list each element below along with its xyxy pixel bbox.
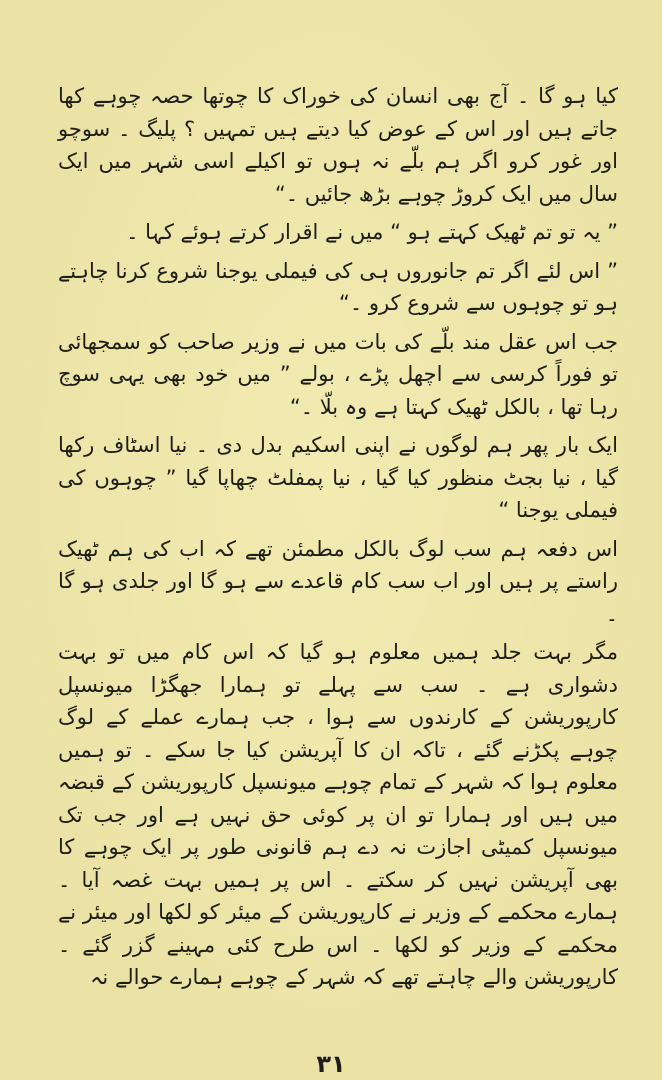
paragraph-6: اس دفعہ ہم سب لوگ بالکل مطمئن تھے کہ اب کی ہم ٹھیک راستے پر ہیں اور اب سب کام قاعدے سے ہو گا اور جلدی ہو گا ۔ xyxy=(58,536,618,626)
paragraph-2: ” یہ تو تم ٹھیک کہتے ہو “ میں نے اقرار کرتے ہوئے کہا ۔ xyxy=(126,220,618,244)
page-body-text xyxy=(58,80,618,1000)
paragraph-7: مگر بہت جلد ہمیں معلوم ہو گیا کہ اس کام میں تو بہت دشواری ہے ۔ سب سے پہلے تو ہمارا جھگڑا میونسپل کارپوریشن کے کارندوں سے ہوا ، جب ہمارے عملے کے لوگ چوہے پکڑنے گئے ، تاکہ ان کا آپریشن کیا جا سکے ۔ تو ہمیں معلوم ہوا کہ شہر کے تمام چوہے میونسپل کارپوریشن کے قبضہ میں ہیں اور ہمارا تو ان پر کوئی حق نہیں ہے اور جب تک میونسپل کمیٹی اجازت نہ دے ہم قانونی طور پر ایک چوہے کا بھی آپریشن نہیں کر سکتے ۔ اس پر ہمیں بہت غصہ آیا ۔ ہمارے محکمے کے وزیر نے کارپوریشن کے میئر کو لکھا اور میئر نے محکمے کے وزیر کو لکھا ۔ اس طرح کئی مہینے گزر گئے ۔ کارپوریشن والے چاہتے تھے کہ شہر کے چوہے ہمارے حوالے نہ xyxy=(58,640,618,989)
page-number: ۳۱ xyxy=(316,1050,346,1078)
paragraph-4: جب اس عقل مند بلّے کی بات میں نے وزیر صاحب کو سمجھائی تو فوراً کرسی سے اچھل پڑے ، بولے ” میں خود بھی یہی سوچ رہا تھا ، بالکل ٹھیک کہتا ہے وہ بلّا ۔“ xyxy=(58,329,618,419)
paragraph-3: ” اس لئے اگر تم جانوروں ہی کی فیملی یوجنا شروع کرنا چاہتے ہو تو چوہوں سے شروع کرو ۔“ xyxy=(58,258,618,315)
paragraph-5: ایک بار پھر ہم لوگوں نے اپنی اسکیم بدل دی ۔ نیا اسٹاف رکھا گیا ، نیا بجٹ منظور کیا گیا ، نیا پمفلٹ چھاپا گیا ” چوہوں کی فیملی یوجنا “ xyxy=(58,433,618,522)
paragraph-1: کیا ہو گا ۔ آج بھی انسان کی خوراک کا چوتھا حصہ چوہے کھا جاتے ہیں اور اس کے عوض کیا دیتے ہیں تمہیں ؟ پلیگ ۔ سوچو اور غور کرو اگر ہم بلّے نہ ہوں تو اکیلے اسی شہر میں ایک سال میں ایک کروڑ چوہے بڑھ جائیں ۔“ xyxy=(58,84,618,206)
